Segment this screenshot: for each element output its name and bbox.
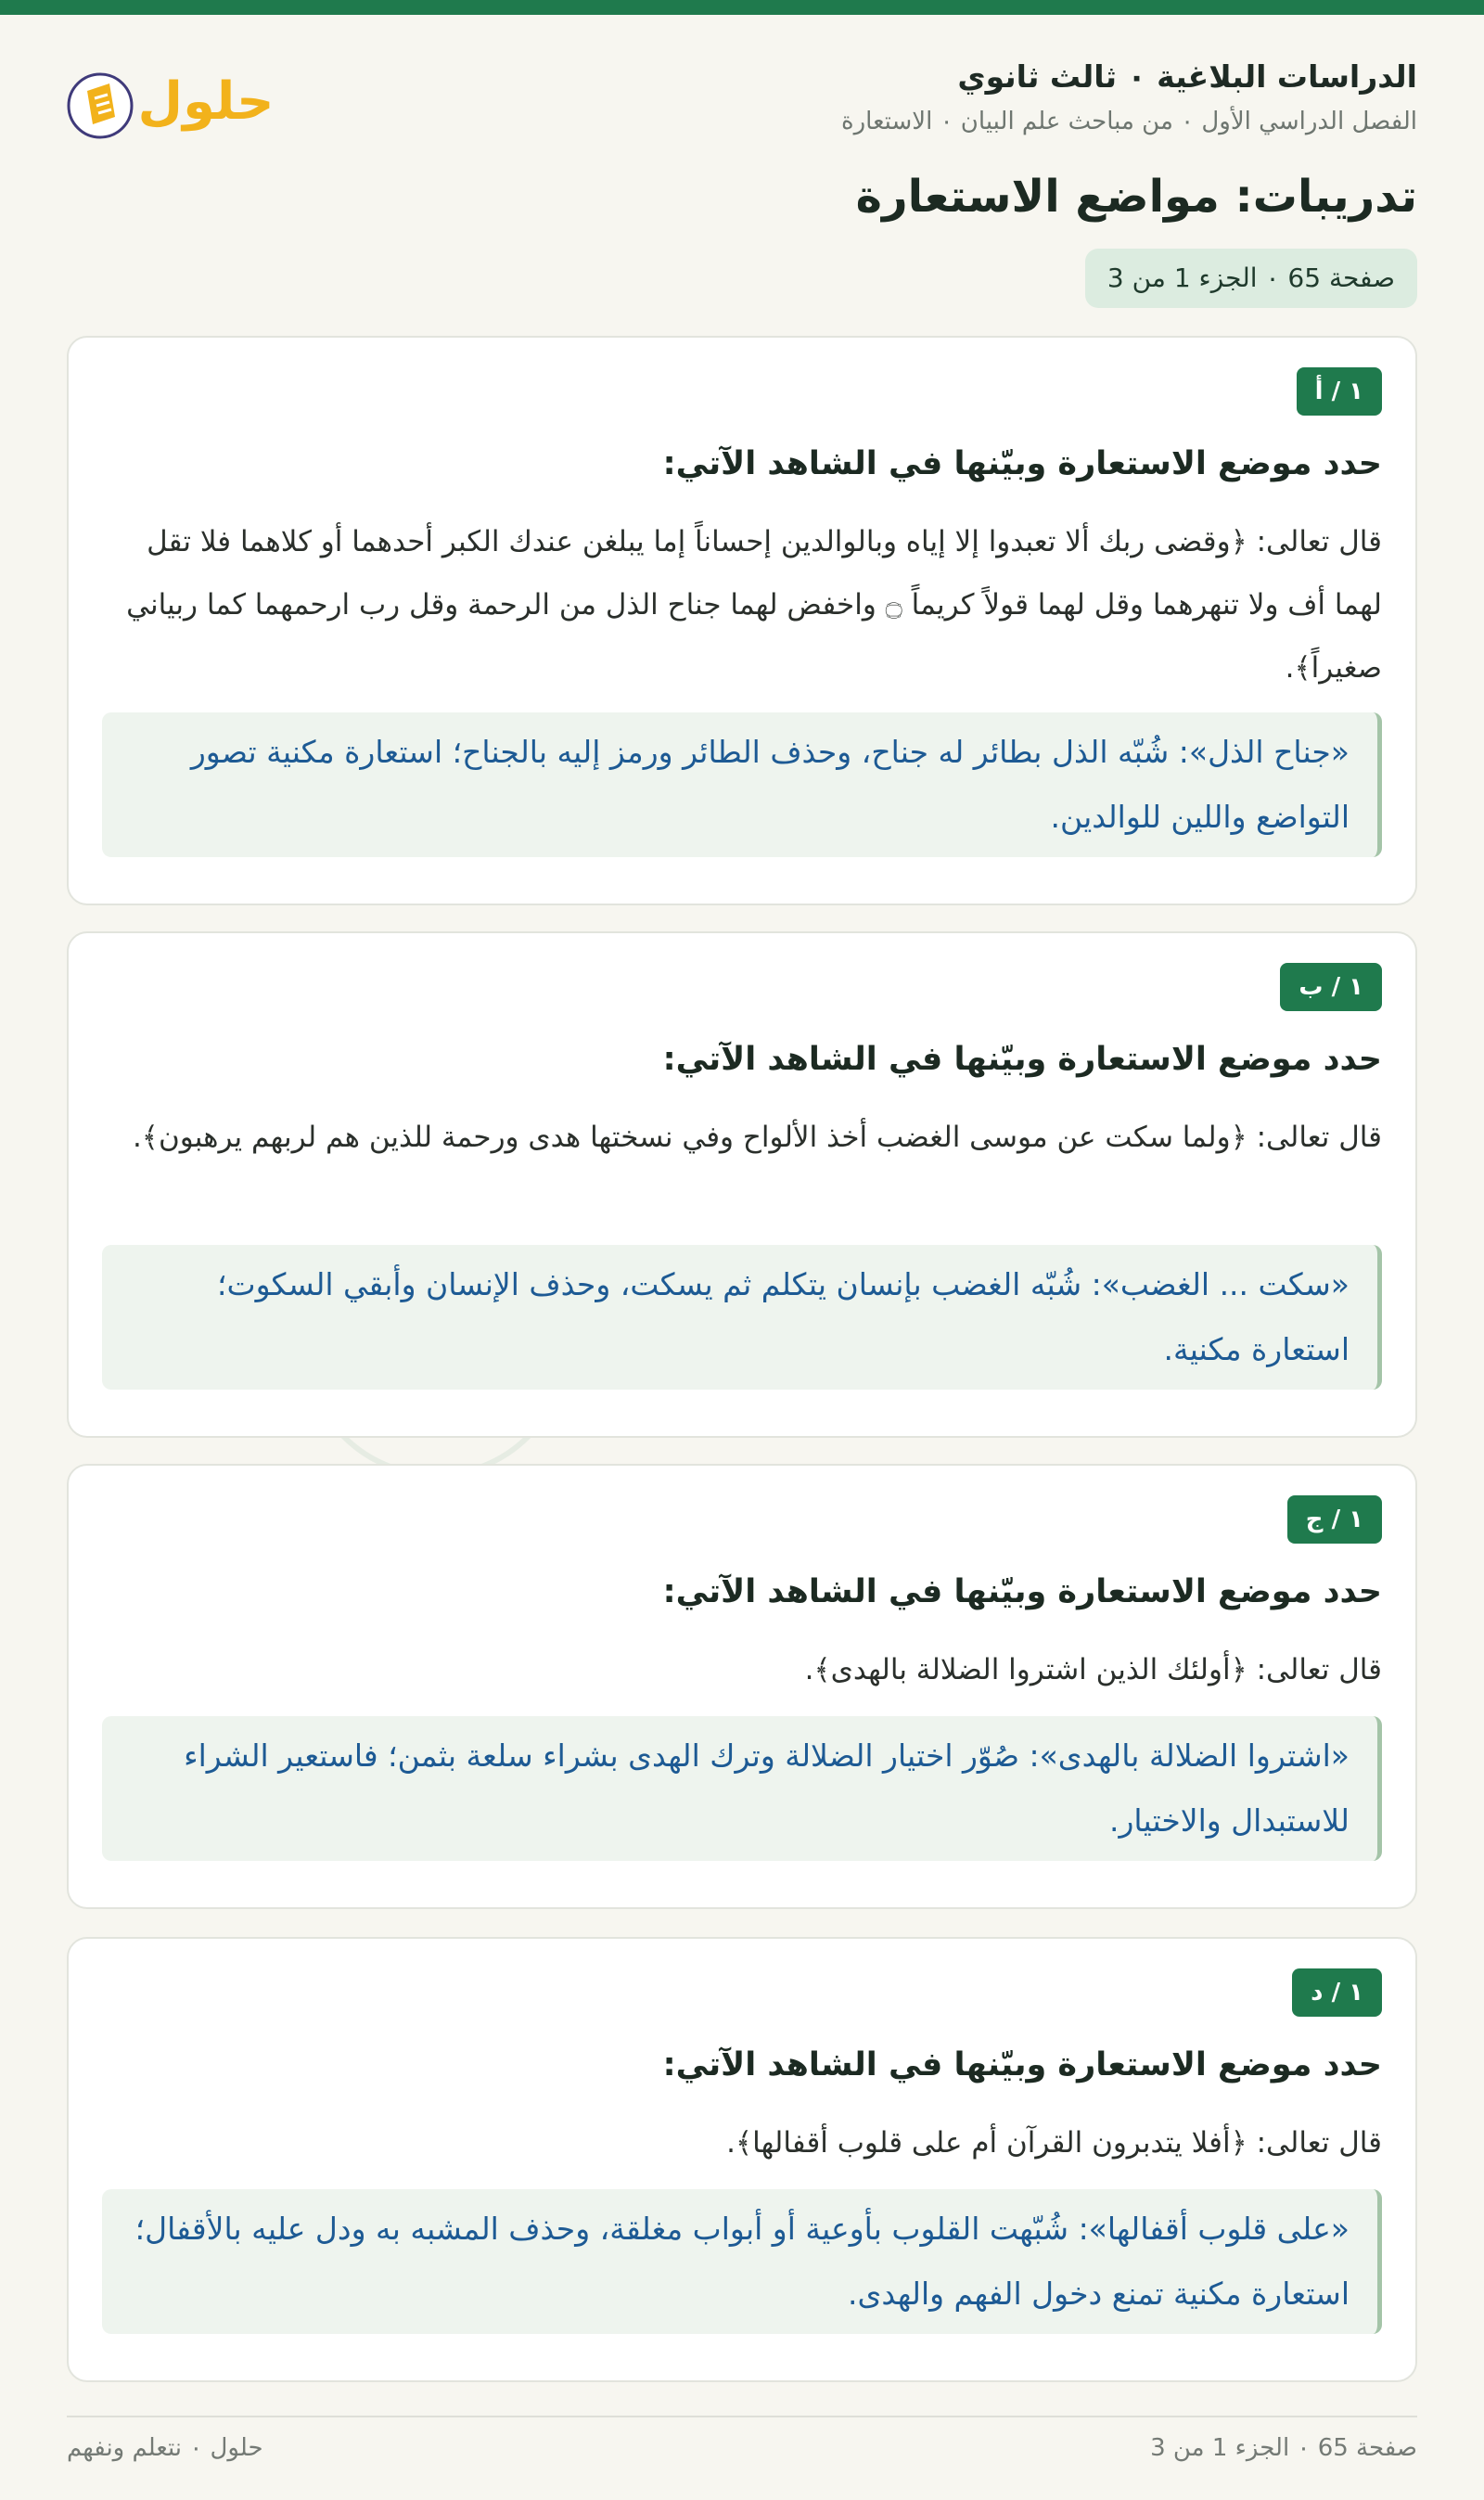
logo-wordmark: حلول bbox=[137, 71, 275, 132]
exercise-card bbox=[67, 1464, 1417, 1909]
footer-page-info: صفحة 65 ٠ الجزء 1 من 3 bbox=[1150, 2434, 1417, 2462]
exercise-verse: قال تعالى: ﴿أولئك الذين اشتروا الضلالة بالهدى﴾. bbox=[804, 1653, 1382, 1686]
page-header bbox=[67, 54, 1417, 156]
course-title: الدراسات البلاغية ٠ ثالث ثانوي bbox=[957, 58, 1417, 95]
exercise-verse: قال تعالى: ﴿وقضى ربك ألا تعبدوا إلا إياه وبالوالدين إحساناً إما يبلغن عندك الكبر أحدهما أو كلاهما فلا تقل لهما أف ولا تنهرهما وقل لهما قولاً كريماً ۝ واخفض لهما جناح الذل من الرحمة وقل رب ارحمهما كما ربياني صغيراً﴾. bbox=[126, 525, 1382, 685]
exercise-badge: ١ / ب bbox=[1280, 963, 1382, 1011]
exercise-card bbox=[67, 336, 1417, 905]
exercise-answer: «جناح الذل»: شُبّه الذل بطائر له جناح، وحذف الطائر ورمز إليه بالجناح؛ استعارة مكنية تصور التواضع واللين للوالدين. bbox=[102, 712, 1382, 857]
exercise-verse: قال تعالى: ﴿أفلا يتدبرون القرآن أم على قلوب أقفالها﴾. bbox=[726, 2126, 1382, 2160]
footer-divider bbox=[67, 2416, 1417, 2417]
exercise-question: حدد موضع الاستعارة وبيّنها في الشاهد الآتي: bbox=[662, 445, 1382, 482]
exercise-answer: «اشتروا الضلالة بالهدى»: صُوّر اختيار الضلالة وترك الهدى بشراء سلعة بثمن؛ فاستعير الشراء للاستبدال والاختيار. bbox=[102, 1716, 1382, 1861]
exercise-badge: ١ / ج bbox=[1287, 1495, 1382, 1544]
exercise-card bbox=[67, 931, 1417, 1438]
exercise-badge: ١ / أ bbox=[1297, 367, 1382, 416]
course-subtitle: الفصل الدراسي الأول ٠ من مباحث علم البيان ٠ الاستعارة bbox=[840, 108, 1417, 135]
exercise-answer: «سكت ... الغضب»: شُبّه الغضب بإنسان يتكلم ثم يسكت، وحذف الإنسان وأبقي السكوت؛ استعارة مكنية. bbox=[102, 1245, 1382, 1390]
header-titles bbox=[841, 54, 1417, 143]
exercise-badge: ١ / د bbox=[1292, 1968, 1382, 2017]
exercise-verse: قال تعالى: ﴿ولما سكت عن موسى الغضب أخذ الألواح وفي نسختها هدى ورحمة للذين هم لربهم يرهبون﴾. bbox=[132, 1121, 1382, 1154]
exercise-question: حدد موضع الاستعارة وبيّنها في الشاهد الآتي: bbox=[662, 1041, 1382, 1078]
exercise-answer: «على قلوب أقفالها»: شُبّهت القلوب بأوعية أو أبواب مغلقة، وحذف المشبه به ودل عليه بالأقفال؛ استعارة مكنية تمنع دخول الفهم والهدى. bbox=[102, 2189, 1382, 2334]
exercise-question: حدد موضع الاستعارة وبيّنها في الشاهد الآتي: bbox=[662, 1573, 1382, 1610]
exercise-question: حدد موضع الاستعارة وبيّنها في الشاهد الآتي: bbox=[662, 2046, 1382, 2083]
page-info-pill: صفحة 65 ٠ الجزء 1 من 3 bbox=[1085, 249, 1417, 308]
page-title: تدريبات: مواضع الاستعارة bbox=[855, 171, 1417, 223]
exercise-card bbox=[67, 1937, 1417, 2382]
brand-logo bbox=[67, 61, 280, 139]
top-accent-bar bbox=[0, 0, 1484, 15]
footer-brand: حلول ٠ نتعلم ونفهم bbox=[67, 2434, 263, 2462]
